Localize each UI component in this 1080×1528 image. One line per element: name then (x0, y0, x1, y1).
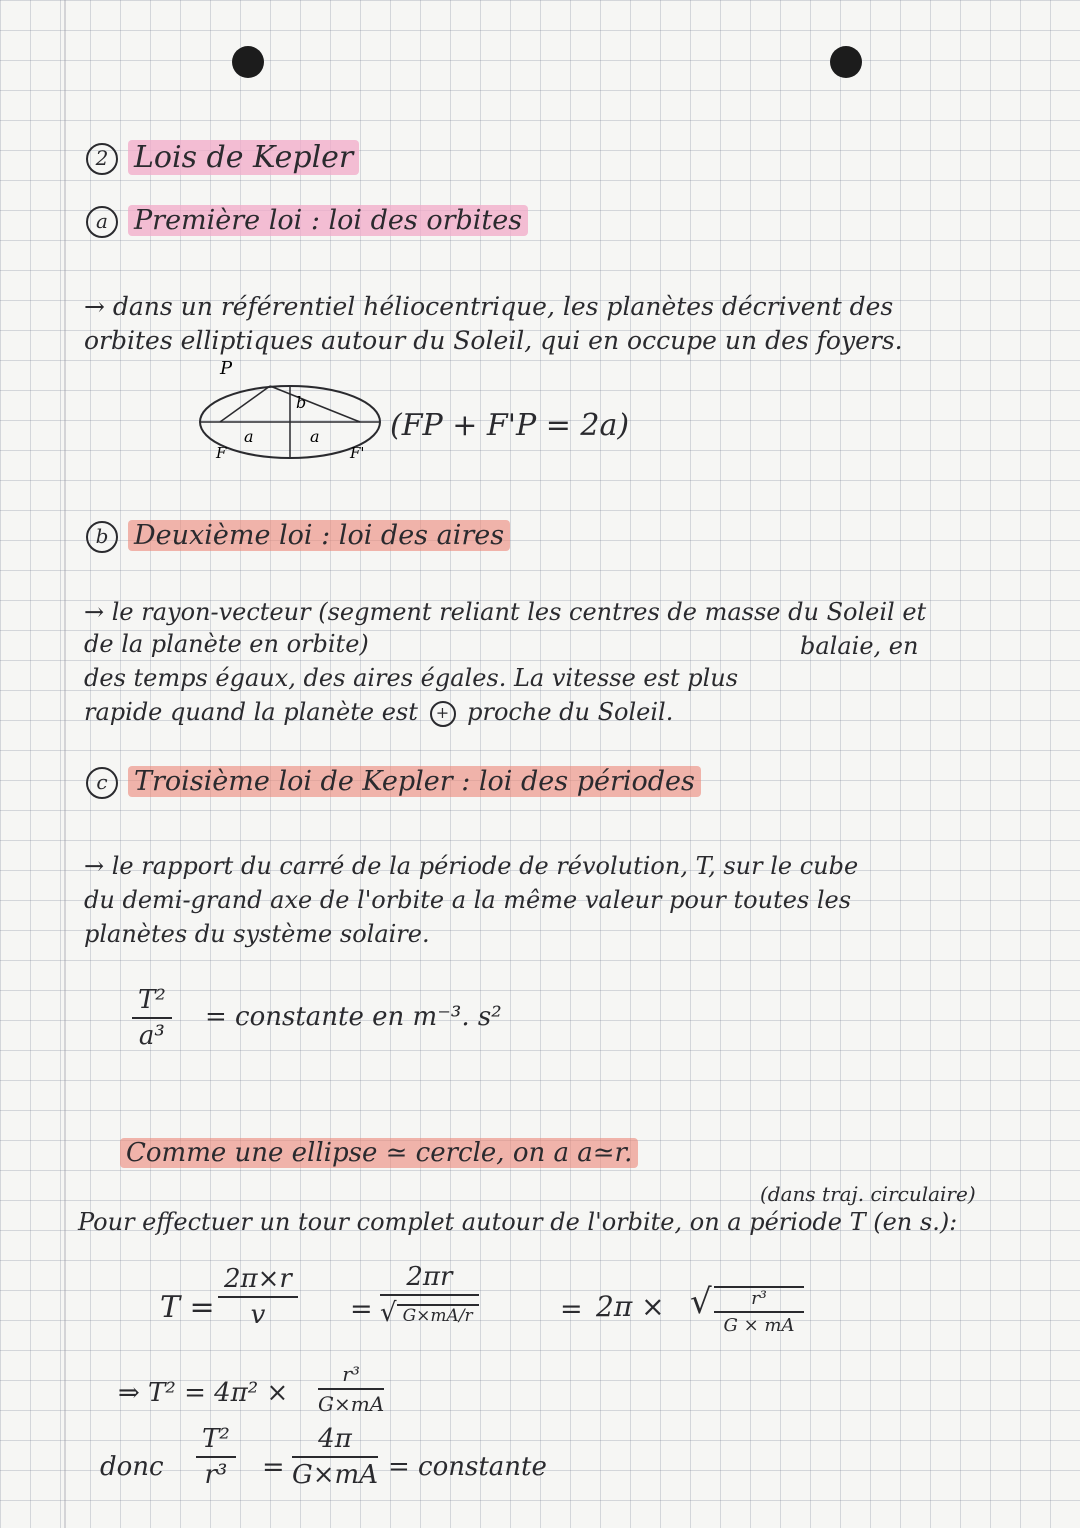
rhs-root-den: G × mA (723, 1315, 795, 1336)
law2-line4-a: rapide quand la planète est (84, 698, 418, 726)
law2-line4-b: proche du Soleil. (467, 698, 674, 726)
law3-title: Troisième loi de Kepler : loi des périodes (128, 766, 701, 797)
law2-letter: b (86, 521, 118, 553)
ellipse-diagram (190, 360, 390, 470)
law3-constant: = constante en m⁻³. s² (205, 1002, 502, 1032)
t-squared-frac (318, 1362, 384, 1416)
page-margin-line (64, 0, 66, 1528)
law3-heading (86, 766, 701, 799)
period-frac1-den: v (250, 1300, 266, 1330)
a-label-left: a (244, 427, 254, 446)
period-frac1 (218, 1264, 298, 1330)
law3-frac-num: T² (132, 985, 172, 1019)
focus-f-label: F (216, 444, 227, 462)
donc-eq: = (262, 1452, 285, 1483)
binder-hole-left (232, 46, 264, 78)
law1-formula: (FP + F'P = 2a) (390, 408, 630, 443)
law2-line2-end: balaie, en (800, 632, 919, 660)
law3-letter: c (86, 767, 118, 799)
law1-letter: a (86, 206, 118, 238)
rhs-prefix: 2π × (596, 1290, 665, 1323)
donc-frac2-num: 4π (292, 1424, 378, 1458)
period-frac2 (380, 1262, 479, 1328)
sqrt-sign: √ (690, 1282, 712, 1322)
t-squared-den: G×mA (318, 1392, 385, 1416)
section-heading (86, 140, 359, 175)
law2-heading (86, 520, 510, 553)
law2-title: Deuxième loi : loi des aires (128, 520, 510, 551)
donc-label: donc (100, 1452, 164, 1482)
period-frac2-num: 2πr (380, 1262, 479, 1296)
donc-frac1-num: T² (196, 1424, 236, 1458)
law1-text-line1: → dans un référentiel héliocentrique, les planètes décrivent des (84, 292, 894, 321)
period-frac1-num: 2π×r (218, 1264, 298, 1298)
period-frac2-den: √ G×mA/r (380, 1296, 479, 1328)
circle-approx-line (120, 1138, 638, 1168)
section-number: 2 (86, 143, 118, 175)
b-label: b (296, 393, 307, 412)
period-frac2-root-den: r (464, 1306, 473, 1326)
a-label-right: a (310, 427, 320, 446)
binder-hole-right (830, 46, 862, 78)
period-line: Pour effectuer un tour complet autour de l'orbite, on a période T (en s.): (78, 1208, 958, 1236)
law3-line2: du demi-grand axe de l'orbite a la même valeur pour toutes les (84, 886, 852, 914)
law3-frac-den: a³ (138, 1021, 165, 1051)
law3-fraction (132, 985, 172, 1051)
point-p-label: P (220, 360, 233, 379)
law1-heading (86, 205, 528, 238)
law1-title: Première loi : loi des orbites (128, 205, 528, 236)
law3-line1: → le rapport du carré de la période de révolution, T, sur le cube (84, 852, 859, 880)
circular-note: (dans traj. circulaire) (760, 1182, 976, 1206)
donc-frac2-den: G×mA (292, 1460, 378, 1490)
donc-constant: = constante (388, 1452, 547, 1482)
t-squared-line: ⇒ T² = 4π² × (118, 1378, 289, 1408)
eq-sign-1: = (350, 1294, 373, 1325)
focus-f2-label: F' (350, 444, 365, 462)
donc-frac1 (196, 1424, 236, 1490)
focal-segment-right (270, 386, 360, 422)
t-squared-num: r³ (318, 1362, 384, 1390)
eq-sign-2: = (560, 1294, 583, 1325)
law2-line2: de la planète en orbite) (84, 630, 369, 658)
donc-frac1-den: r³ (204, 1460, 228, 1490)
section-title: Lois de Kepler (128, 140, 359, 175)
donc-frac2 (292, 1424, 378, 1490)
t-equals: T = (160, 1290, 215, 1325)
rhs-root-num: r³ (714, 1288, 804, 1313)
law2-line4 (84, 698, 673, 727)
circle-approx-text: Comme une ellipse ≃ cercle, on a a≃r. (120, 1138, 638, 1168)
period-frac2-root-num: G×mA (402, 1306, 459, 1326)
law2-line3: des temps égaux, des aires égales. La vitesse est plus (84, 664, 739, 692)
plus-symbol: + (430, 701, 456, 727)
rhs-root-frac (714, 1286, 804, 1336)
law2-line1: → le rayon-vecteur (segment reliant les centres de masse du Soleil et (84, 598, 927, 626)
law3-line3: planètes du système solaire. (84, 920, 430, 948)
law1-text-line2: orbites elliptiques autour du Soleil, qui en occupe un des foyers. (84, 326, 903, 355)
